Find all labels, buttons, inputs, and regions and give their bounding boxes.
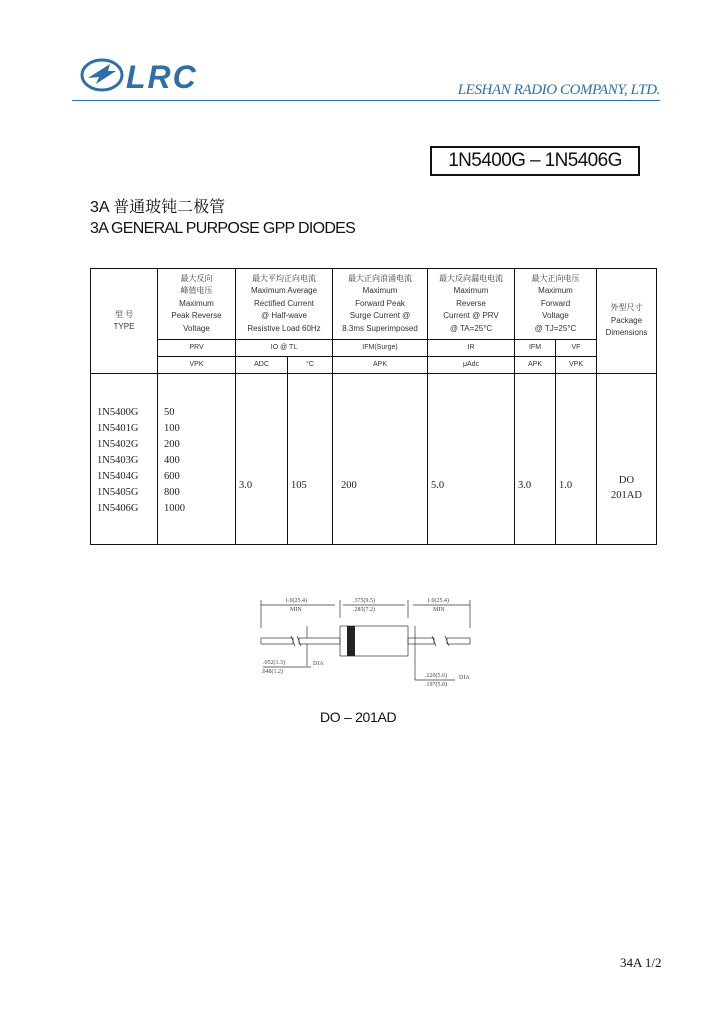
logo-text: LRC bbox=[126, 59, 198, 95]
header-package: 外型尺寸 Package Dimensions bbox=[597, 269, 657, 374]
symbol-prv: PRV bbox=[158, 340, 236, 357]
symbol-io: IO @ TL bbox=[236, 340, 333, 357]
table-symbol-row bbox=[91, 340, 657, 357]
symbol-vf: VF bbox=[556, 340, 597, 357]
vf-value: 1.0 bbox=[556, 374, 597, 545]
cathode-band bbox=[347, 626, 355, 656]
type-item: 1N5405G bbox=[97, 486, 139, 498]
package-value: DO 201AD bbox=[597, 374, 657, 545]
title-chinese: 3A 普通玻钝二极管 bbox=[90, 199, 226, 216]
lead-dia-max: .052(1.3) bbox=[263, 660, 285, 666]
lead-length-right-label: 1.0(25.4) bbox=[427, 598, 449, 604]
unit-vf: VPK bbox=[556, 357, 597, 374]
lead-dia-min: .048(1.2) bbox=[261, 669, 283, 675]
spec-table bbox=[90, 268, 657, 545]
title-english: 3A GENERAL PURPOSE GPP DIODES bbox=[90, 220, 356, 237]
prv-item: 200 bbox=[164, 438, 180, 450]
unit-io: ADC bbox=[236, 357, 288, 374]
body-dia-min: .197(5.0) bbox=[425, 682, 447, 688]
unit-if: APK bbox=[515, 357, 556, 374]
header-type: 型 号 TYPE bbox=[91, 269, 158, 374]
package-caption: DO – 201AD bbox=[320, 709, 397, 725]
lead-length-left-min: MIN bbox=[290, 607, 302, 613]
ifsm-value: 200 bbox=[333, 374, 428, 545]
lead-length-right-min: MIN bbox=[433, 607, 445, 613]
prv-item: 100 bbox=[164, 422, 180, 434]
lead-length-left-label: 1.0(25.4) bbox=[285, 598, 307, 604]
io-value: 3.0 bbox=[236, 374, 288, 545]
type-item: 1N5400G bbox=[97, 406, 139, 418]
prv-item: 400 bbox=[164, 454, 180, 466]
company-logo bbox=[80, 54, 210, 98]
table-header-row bbox=[91, 269, 657, 340]
unit-prv: VPK bbox=[158, 357, 236, 374]
ir-value: 5.0 bbox=[428, 374, 515, 545]
header-ifsm: 最大正向浪涌电流 Maximum Forward Peak Surge Current @ 8.3ms Superimposed bbox=[333, 269, 428, 340]
header-vf: 最大正向电压 Maximum Forward Voltage @ TJ=25°C bbox=[515, 269, 597, 340]
type-item: 1N5403G bbox=[97, 454, 139, 466]
prv-item: 1000 bbox=[164, 502, 185, 514]
type-item: 1N5402G bbox=[97, 438, 139, 450]
header-divider bbox=[72, 100, 660, 101]
body-dia-max: .220(5.6) bbox=[425, 673, 447, 679]
header-prv: 最大反向 峰值电压 Maximum Peak Reverse Voltage bbox=[158, 269, 236, 340]
type-list bbox=[91, 374, 158, 545]
header-io: 最大平均正向电流 Maximum Average Rectified Current @ Half-wave Resistive Load 60Hz bbox=[236, 269, 333, 340]
page-number: 34A 1/2 bbox=[620, 955, 662, 970]
symbol-if: IFM bbox=[515, 340, 556, 357]
table-unit-row bbox=[91, 357, 657, 374]
unit-ifsm: APK bbox=[333, 357, 428, 374]
if-value: 3.0 bbox=[515, 374, 556, 545]
tl-value: 105 bbox=[288, 374, 333, 545]
type-item: 1N5404G bbox=[97, 470, 139, 482]
company-name: LESHAN RADIO COMPANY, LTD. bbox=[457, 82, 660, 98]
part-number-box: 1N5400G – 1N5406G bbox=[430, 146, 640, 176]
table-data-row bbox=[91, 374, 657, 545]
unit-ir: μAdc bbox=[428, 357, 515, 374]
prv-item: 600 bbox=[164, 470, 180, 482]
prv-list bbox=[158, 374, 236, 545]
prv-item: 800 bbox=[164, 486, 180, 498]
body-length-max: .375(9.5) bbox=[353, 598, 375, 604]
package-outline-drawing bbox=[255, 588, 475, 693]
symbol-ifsm: IFM(Surge) bbox=[333, 340, 428, 357]
unit-tl: °C bbox=[288, 357, 333, 374]
header-ir: 最大反向漏电电流 Maximum Reverse Current @ PRV @ TA=25°C bbox=[428, 269, 515, 340]
type-item: 1N5401G bbox=[97, 422, 139, 434]
symbol-ir: IR bbox=[428, 340, 515, 357]
lead-dia-label: DIA bbox=[313, 661, 324, 667]
body-dia-label: DIA bbox=[459, 675, 470, 681]
type-item: 1N5406G bbox=[97, 502, 139, 514]
prv-item: 50 bbox=[164, 406, 175, 418]
body-length-min: .285(7.2) bbox=[353, 607, 375, 613]
